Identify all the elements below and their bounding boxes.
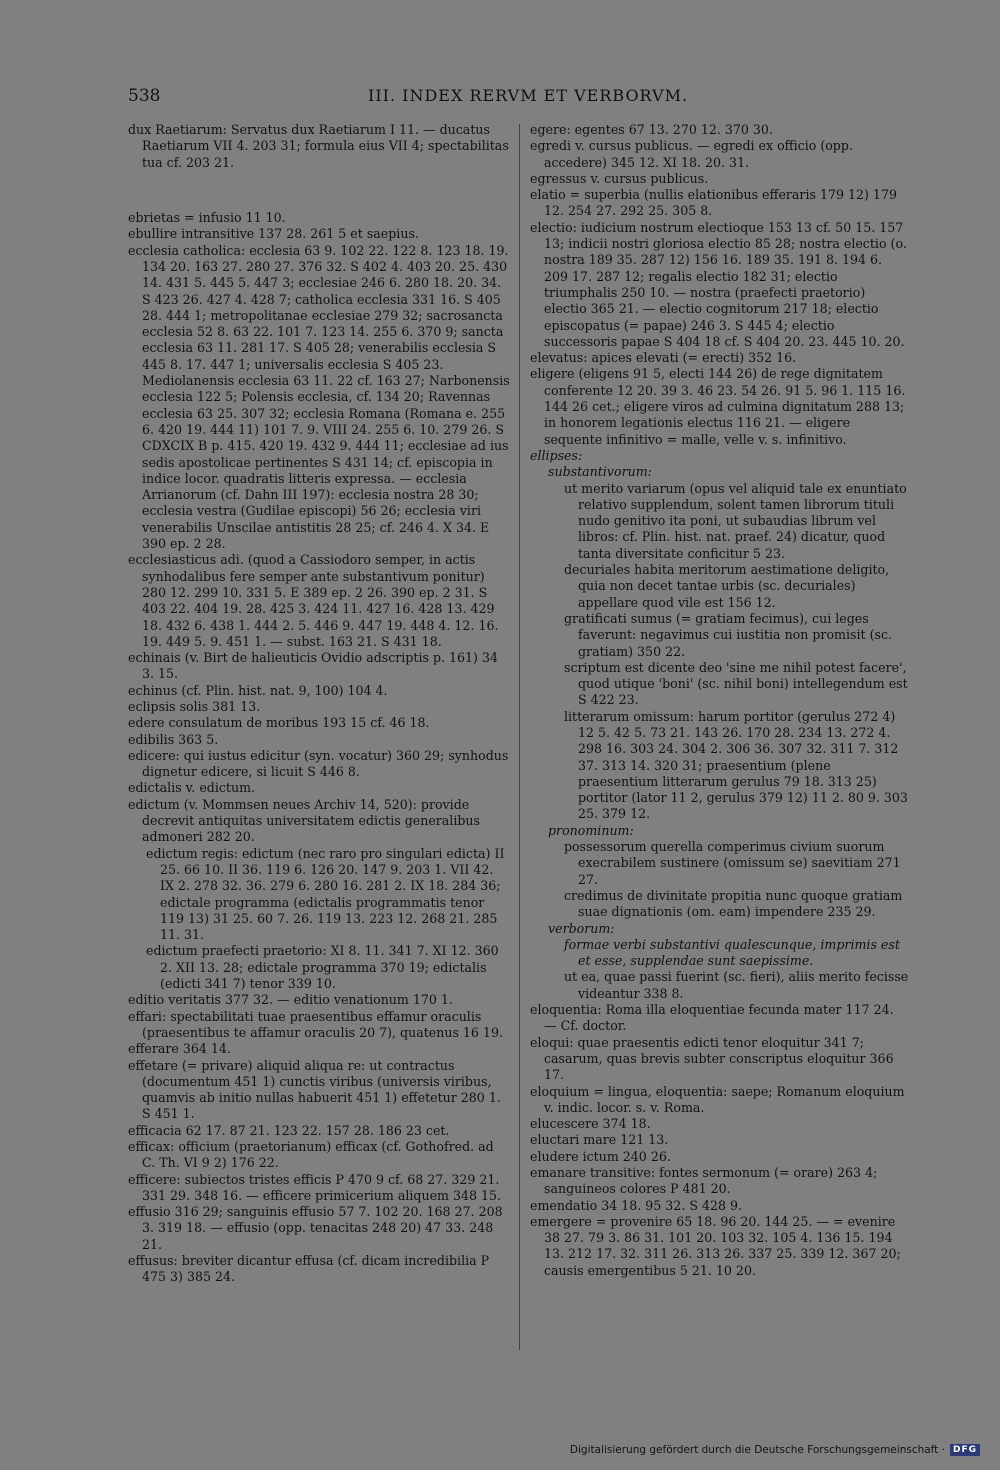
index-entry: eloqui: quae praesentis edicti tenor eloquitur 341 7; casarum, quas brevis subter conscriptus eloquitur 366 17. <box>530 1034 894 1083</box>
index-entry: egressus v. cursus publicus. <box>530 170 709 186</box>
index-entry: effetare (= privare) aliquid aliqua re: ut contractus (documentum 451 1) cunctis viribus (universis viribus, quamvis ab initio nullas habuerit 451 1) effetetur 280 1. S 451 1. <box>128 1057 501 1122</box>
index-entry: elevatus: apices elevati (= erecti) 352 16. <box>530 350 797 366</box>
index-entry: efficax: officium (praetorianum) efficax (cf. Gothofred. ad C. Th. VI 9 2) 176 22. <box>128 1139 494 1171</box>
index-entry: eludere ictum 240 26. <box>530 1148 671 1164</box>
index-entry: editio veritatis 377 32. — editio venationum 170 1. <box>128 992 453 1008</box>
running-title: III. INDEX RERVM ET VERBORVM. <box>368 86 689 105</box>
index-entry: effusus: breviter dicantur effusa (cf. dicam incredibilia P 475 3) 385 24. <box>128 1253 490 1285</box>
index-entry: pronominum: <box>548 822 634 838</box>
index-entry: egere: egentes 67 13. 270 12. 370 30. <box>530 122 773 137</box>
index-entry: elatio = superbia (nullis elationibus efferaris 179 12) 179 12. 254 27. 292 25. 305 8. <box>530 187 897 219</box>
footer <box>570 1444 980 1456</box>
index-entry: emanare transitive: fontes sermonum (= orare) 263 4; sanguineos colores P 481 20. <box>530 1165 878 1197</box>
index-entry: efficacia 62 17. 87 21. 123 22. 157 28. 186 23 cet. <box>128 1122 450 1138</box>
index-entry: egredi v. cursus publicus. — egredi ex officio (opp. accedere) 345 12. XI 18. 20. 31. <box>530 138 853 170</box>
index-entry: ebullire intransitive 137 28. 261 5 et saepius. <box>128 226 419 242</box>
index-entry: eligere (eligens 91 5, electi 144 26) de rege dignitatem conferente 12 20. 39 3. 46 23. 54 26. 91 5. 96 1. 115 16. 144 26 cet.; eligere viros ad culmina dignitatum 288 13; in honorem legationis electus 116 21. — eligere sequente infinitivo = malle, velle v. s. infinitivo. <box>530 366 906 447</box>
index-entry: efferare 364 14. <box>128 1041 231 1057</box>
index-entry: gratificati sumus (= gratiam fecimus), cui leges faverunt: negavimus cui iustitia non promisit (sc. gratiam) 350 22. <box>564 610 892 659</box>
index-entry: ecclesiasticus adi. (quod a Cassiodoro semper, in actis synhodalibus fere semper ante substantivum ponitur) 280 12. 299 10. 331 5. E 389 ep. 2 26. 390 ep. 2 31. S 403 22. 404 19. 28. 425 3. 424 11. 427 16. 428 13. 429 18. 432 6. 438 1. 444 2. 5. 446 9. 447 19. 448 4. 12. 16. 19. 449 5. 9. 451 1. — subst. 163 21. S 431 18. <box>128 552 499 649</box>
index-entry: echinus (cf. Plin. hist. nat. 9, 100) 104 4. <box>128 682 388 698</box>
index-entry: edictalis v. edictum. <box>128 780 256 796</box>
column-divider <box>519 124 520 1350</box>
index-entry: emendatio 34 18. 95 32. S 428 9. <box>530 1197 743 1213</box>
index-entry <box>128 183 510 197</box>
index-entry: eluctari mare 121 13. <box>530 1132 669 1148</box>
page-header <box>128 86 878 110</box>
page-number: 538 <box>128 86 161 106</box>
footer-text: Digitalisierung gefördert durch die Deutsche Forschungsgemeinschaft · <box>569 1444 945 1456</box>
index-entry: eloquium = lingua, eloquentia: saepe; Romanum eloquium v. indic. locor. s. v. Roma. <box>530 1083 905 1115</box>
index-entry: echinais (v. Birt de halieuticis Ovidio adscriptis p. 161) 34 3. 15. <box>128 650 498 682</box>
index-entry: scriptum est dicente deo 'sine me nihil potest facere', quod utique 'boni' (sc. nihil boni) intellegendum est S 422 23. <box>564 659 908 708</box>
index-entry: efficere: subiectos tristes efficis P 470 9 cf. 68 27. 329 21. 331 29. 348 16. — efficere primicerium aliquem 348 15. <box>128 1171 502 1203</box>
index-entry: edictum regis: edictum (nec raro pro singulari edicta) II 25. 66 10. II 36. 119 6. 126 20. 147 9. 203 1. VII 42. IX 2. 278 32. 36. 279 6. 280 16. 281 2. IX 18. 284 36; edictale programma (edictalis programmatis tenor 119 13) 31 25. 60 7. 26. 119 13. 223 12. 268 21. 285 11. 31. <box>146 845 505 943</box>
index-entry: litterarum omissum: harum portitor (gerulus 272 4) 12 5. 42 5. 73 21. 143 26. 170 28. 234 13. 272 4. 298 16. 303 24. 304 2. 306 36. 307 32. 311 7. 312 37. 313 14. 320 31; praesentium (plene praesentium litterarum gerulus 79 18. 313 25) portitor (lator 11 2, gerulus 379 12) 11 2. 80 9. 303 25. 379 12. <box>564 708 908 822</box>
index-entry: verborum: <box>548 920 615 936</box>
index-entry: elucescere 374 18. <box>530 1116 651 1132</box>
index-entry: edictum (v. Mommsen neues Archiv 14, 520): provide decrevit antiquitas universitatem edictis generalibus admoneri 282 20. <box>128 796 480 845</box>
index-entry: edictum praefecti praetorio: XI 8. 11. 341 7. XI 12. 360 2. XII 13. 28; edictale programma 370 19; edictalis (edicti 341 7) tenor 339 10. <box>146 943 499 992</box>
index-entry: edere consulatum de moribus 193 15 cf. 46 18. <box>128 715 430 731</box>
index-entry: substantivorum: <box>548 464 652 480</box>
index-entry: effusio 316 29; sanguinis effusio 57 7. 102 20. 168 27. 208 3. 319 18. — effusio (opp. tenacitas 248 20) 47 33. 248 21. <box>128 1204 503 1252</box>
index-entry: formae verbi substantivi qualescunque, imprimis est et esse, supplendae sunt saepissime. <box>564 936 900 969</box>
index-entry: decuriales habita meritorum aestimatione deligito, quia non decet tantae urbis (sc. decuriales) appellare quod vile est 156 12. <box>564 562 890 610</box>
index-entry: electio: iudicium nostrum electioque 153 13 cf. 50 15. 157 13; indicii nostri gloriosa electio 85 28; nostra electio (o. nostra 189 35. 287 12) 156 16. 189 35. 191 8. 194 6. 209 17. 287 12; regalis electio 182 31; electio triumphalis 250 10. — nostra (praefecti praetorio) electio 365 21. — electio cognitorum 217 18; electio episcopatus (= papae) 246 3. S 445 4; electio successoris papae S 404 18 cf. S 404 20. 23. 445 10. 20. <box>530 219 907 349</box>
index-entry: eloquentia: Roma illa eloquentiae fecunda mater 117 24. — Cf. doctor. <box>530 1002 894 1034</box>
index-entry: ellipses: <box>530 447 583 463</box>
index-entry: emergere = provenire 65 18. 96 20. 144 25. — = evenire 38 27. 79 3. 86 31. 101 20. 103 32. 105 4. 136 15. 194 13. 212 17. 32. 311 26. 313 26. 337 25. 339 12. 367 20; causis emergentibus 5 21. 10 20. <box>530 1213 901 1278</box>
left-column <box>128 122 510 1286</box>
index-entry: ebrietas = infusio 11 10. <box>128 210 286 226</box>
index-entry: credimus de divinitate propitia nunc quoque gratiam suae dignationis (om. eam) impendere 235 29. <box>564 887 903 920</box>
dfg-logo: DFG <box>950 1444 980 1456</box>
index-entry: edibilis 363 5. <box>128 731 219 747</box>
index-entry: possessorum querella comperimus civium suorum execrabilem sustinere (omissum se) saevitiam 271 27. <box>564 839 901 887</box>
index-entry: ecclesia catholica: ecclesia 63 9. 102 22. 122 8. 123 18. 19. 134 20. 163 27. 280 27. 376 32. S 402 4. 403 20. 25. 430 14. 431 5. 445 5. 447 3; ecclesiae 246 6. 280 18. 20. 34. S 423 26. 427 4. 428 7; catholica ecclesia 331 16. S 405 28. 444 1; metropolitanae ecclesiae 279 32; sacrosancta ecclesia 52 8. 63 22. 101 7. 123 14. 255 6. 370 9; sancta ecclesia 63 11. 281 17. S 405 28; venerabilis ecclesia S 445 8. 17. 447 1; universalis ecclesia S 405 23. Mediolanensis ecclesia 63 11. 22 cf. 163 27; Narbonensis ecclesia 122 5; Polensis ecclesia, cf. 134 20; Ravennas ecclesia 63 25. 307 32; ecclesia Romana (Romana e. 255 6. 420 19. 444 11) 101 7. 9. VIII 24. 255 6. 10. 279 26. S CDXCIX B p. 415. 420 19. 432 9. 444 11; ecclesiae ad ius sedis apostolicae pertinentes S 431 14; cf. episcopia in indice locor. quadratis litteris expressa. — ecclesia Arrianorum (cf. Dahn III 197): ecclesia nostra 28 30; ecclesia vestra (Gudilae episcopi) 56 26; ecclesia viri venerabilis Unscilae antistitis 28 25; cf. 246 4. X 34. E 390 ep. 2 28. <box>128 242 510 552</box>
index-entry: ut ea, quae passi fuerint (sc. fieri), aliis merito fecisse videantur 338 8. <box>564 969 909 1001</box>
right-column <box>530 122 910 1279</box>
index-entry: edicere: qui iustus edicitur (syn. vocatur) 360 29; synhodus dignetur edicere, si licuit S 446 8. <box>128 747 509 780</box>
index-entry: ut merito variarum (opus vel aliquid tale ex enuntiato relativo supplendum, solent tamen librorum tituli nudo genitivo ita poni, ut subaudias librum vel libros: cf. Plin. hist. nat. praef. 24) dicatur, quod tanta diversitate conficitur 5 23. <box>564 480 907 561</box>
index-entry: eclipsis solis 381 13. <box>128 698 261 714</box>
index-entry: dux Raetiarum: Servatus dux Raetiarum I 11. — ducatus Raetiarum VII 4. 203 31; formula eius VII 4; spectabilitas tua cf. 203 21. <box>128 122 509 170</box>
index-entry: effari: spectabilitati tuae praesentibus effamur oraculis (praesentibus te affamur oraculis 20 7), quatenus 16 19. <box>128 1008 503 1040</box>
